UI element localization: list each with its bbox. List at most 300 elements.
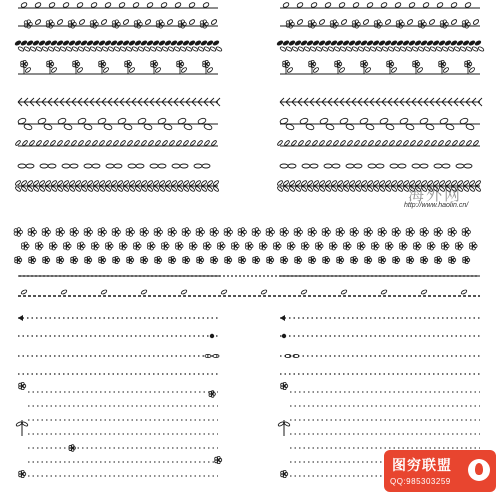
dot-mark bbox=[447, 275, 449, 277]
leaf-mark bbox=[354, 140, 360, 146]
flower-center bbox=[179, 63, 181, 65]
leaf-mark bbox=[62, 164, 70, 168]
leaf-mark bbox=[451, 19, 458, 26]
leaf-mark bbox=[117, 180, 124, 186]
flower-center bbox=[73, 231, 75, 233]
leaf-mark bbox=[328, 46, 335, 52]
leaf-mark bbox=[213, 40, 220, 46]
leaf-mark bbox=[473, 140, 479, 146]
leaf-mark bbox=[313, 180, 320, 186]
leaf-mark bbox=[147, 186, 154, 192]
leaf-mark bbox=[141, 289, 148, 295]
leaf-mark bbox=[355, 180, 362, 186]
leaf-mark bbox=[48, 164, 56, 168]
flower-center bbox=[115, 231, 117, 233]
leaf-mark bbox=[50, 140, 56, 146]
dot-mark bbox=[347, 275, 349, 277]
leaf-mark bbox=[346, 46, 353, 52]
border-line bbox=[292, 102, 296, 106]
leaf-mark bbox=[450, 2, 457, 8]
leaf-mark bbox=[101, 19, 108, 26]
flower-center bbox=[171, 259, 173, 261]
leaf-mark bbox=[473, 19, 480, 26]
leaf-mark bbox=[277, 40, 284, 46]
dot-mark bbox=[75, 275, 77, 277]
border-line bbox=[316, 102, 320, 106]
leaf-mark bbox=[186, 46, 193, 52]
leaf-mark bbox=[361, 140, 367, 146]
leaf-mark bbox=[76, 2, 83, 8]
leaf-mark bbox=[78, 140, 84, 146]
flower-center bbox=[297, 231, 299, 233]
leaf-mark bbox=[296, 2, 303, 8]
leaf-mark bbox=[385, 19, 392, 26]
dot-mark bbox=[155, 275, 157, 277]
leaf-mark bbox=[43, 140, 49, 146]
flower-center bbox=[52, 245, 54, 247]
border-line bbox=[388, 98, 392, 102]
leaf-mark bbox=[27, 186, 34, 192]
flower-center bbox=[430, 245, 432, 247]
leaf-mark bbox=[313, 67, 320, 73]
dot-mark bbox=[27, 275, 29, 277]
flower-center bbox=[451, 231, 453, 233]
leaf-mark bbox=[364, 46, 371, 52]
border-line bbox=[382, 98, 386, 102]
leaf-mark bbox=[361, 40, 368, 46]
dot-mark bbox=[471, 275, 473, 277]
leaf-mark bbox=[363, 19, 370, 26]
leaf-mark bbox=[150, 46, 157, 52]
flower-center bbox=[353, 231, 355, 233]
dot-mark bbox=[427, 275, 429, 277]
leaf-mark bbox=[198, 46, 205, 52]
dot-mark bbox=[339, 275, 341, 277]
border-line bbox=[424, 98, 428, 102]
leaf-mark bbox=[367, 40, 374, 46]
dot-mark bbox=[395, 275, 397, 277]
leaf-mark bbox=[313, 40, 320, 46]
leaf-mark bbox=[358, 46, 365, 52]
leaf-mark bbox=[194, 164, 202, 168]
leaf-mark bbox=[93, 180, 100, 186]
border-line bbox=[18, 98, 22, 102]
leaf-mark bbox=[295, 40, 302, 46]
leaf-mark bbox=[99, 140, 105, 146]
leaf-mark bbox=[111, 180, 118, 186]
leaf-mark bbox=[366, 2, 373, 8]
leaf-mark bbox=[183, 180, 190, 186]
leaf-mark bbox=[57, 186, 64, 192]
leaf-mark bbox=[221, 289, 228, 295]
leaf-mark bbox=[126, 46, 133, 52]
flower-center bbox=[220, 245, 222, 247]
leaf-mark bbox=[322, 46, 329, 52]
leaf-mark bbox=[63, 180, 70, 186]
dot-mark bbox=[43, 275, 45, 277]
border-line bbox=[454, 102, 458, 106]
leaf-mark bbox=[99, 40, 106, 46]
leaf-mark bbox=[464, 2, 471, 8]
leaf-mark bbox=[117, 186, 124, 192]
leaf-mark bbox=[443, 67, 450, 73]
leaf-mark bbox=[307, 40, 314, 46]
leaf-mark bbox=[355, 40, 362, 46]
leaf-mark bbox=[397, 180, 404, 186]
dot-mark bbox=[223, 275, 225, 277]
border-line bbox=[442, 98, 446, 102]
dot-mark bbox=[47, 275, 49, 277]
border-line bbox=[114, 98, 118, 102]
leaf-mark bbox=[340, 46, 347, 52]
leaf-mark bbox=[464, 164, 472, 168]
border-line bbox=[132, 98, 136, 102]
watermark-url: http://www.haolin.cn/ bbox=[404, 202, 469, 209]
arrow-mark bbox=[280, 315, 285, 321]
border-line bbox=[72, 102, 76, 106]
leaf-mark bbox=[105, 186, 112, 192]
leaf-mark bbox=[400, 46, 407, 52]
leaf-mark bbox=[22, 421, 29, 426]
dot-mark bbox=[363, 275, 365, 277]
leaf-mark bbox=[343, 186, 350, 192]
border-line bbox=[364, 98, 368, 102]
leaf-mark bbox=[373, 186, 380, 192]
flower-center bbox=[108, 245, 110, 247]
border-line bbox=[156, 102, 160, 106]
leaf-mark bbox=[331, 40, 338, 46]
leaf-mark bbox=[421, 289, 428, 295]
leaf-mark bbox=[211, 140, 217, 146]
leaf-mark bbox=[461, 289, 468, 295]
leaf-mark bbox=[375, 140, 381, 146]
border-line bbox=[42, 98, 46, 102]
flower-center bbox=[115, 23, 117, 25]
flower-center bbox=[381, 231, 383, 233]
dot-mark bbox=[191, 275, 193, 277]
leaf-mark bbox=[398, 164, 406, 168]
dot-mark bbox=[307, 275, 309, 277]
leaf-mark bbox=[324, 164, 332, 168]
flower-center bbox=[304, 245, 306, 247]
leaf-mark bbox=[144, 46, 151, 52]
flower-center bbox=[203, 23, 205, 25]
leaf-mark bbox=[132, 46, 139, 52]
flame-icon bbox=[468, 459, 490, 481]
border-line bbox=[216, 102, 220, 106]
leaf-mark bbox=[451, 40, 458, 46]
leaf-mark bbox=[114, 164, 122, 168]
border-line bbox=[78, 102, 82, 106]
flower-center bbox=[451, 259, 453, 261]
leaf-mark bbox=[132, 2, 139, 8]
leaf-mark bbox=[177, 186, 184, 192]
leaf-mark bbox=[165, 40, 172, 46]
leaf-mark bbox=[189, 186, 196, 192]
flower-center bbox=[269, 259, 271, 261]
leaf-mark bbox=[81, 180, 88, 186]
dot-mark bbox=[123, 275, 125, 277]
dot-mark bbox=[323, 275, 325, 277]
border-line bbox=[132, 102, 136, 106]
flower-center bbox=[388, 245, 390, 247]
leaf-mark bbox=[475, 40, 482, 46]
leaf-mark bbox=[39, 186, 46, 192]
leaf-mark bbox=[301, 289, 308, 295]
border-line bbox=[90, 98, 94, 102]
flower-center bbox=[205, 63, 207, 65]
leaf-mark bbox=[21, 289, 28, 295]
flower-center bbox=[143, 259, 145, 261]
dot-mark bbox=[210, 334, 214, 338]
leaf-mark bbox=[427, 40, 434, 46]
leaf-mark bbox=[301, 186, 308, 192]
leaf-mark bbox=[376, 46, 383, 52]
dot-mark bbox=[171, 275, 173, 277]
border-line bbox=[210, 98, 214, 102]
leaf-mark bbox=[367, 186, 374, 192]
dot-mark bbox=[431, 275, 433, 277]
leaf-mark bbox=[120, 46, 127, 52]
leaf-mark bbox=[81, 40, 88, 46]
flower-center bbox=[71, 23, 73, 25]
leaf-mark bbox=[282, 2, 289, 8]
border-line bbox=[322, 102, 326, 106]
border-line bbox=[54, 98, 58, 102]
leaf-mark bbox=[177, 40, 184, 46]
leaf-mark bbox=[291, 140, 297, 146]
leaf-mark bbox=[204, 46, 211, 52]
flower-center bbox=[101, 259, 103, 261]
leaf-mark bbox=[75, 186, 82, 192]
leaf-mark bbox=[75, 40, 82, 46]
border-line bbox=[108, 102, 112, 106]
leaf-mark bbox=[145, 19, 152, 26]
leaf-mark bbox=[361, 180, 368, 186]
leaf-mark bbox=[155, 140, 161, 146]
border-line bbox=[400, 102, 404, 106]
border-line bbox=[298, 102, 302, 106]
leaf-mark bbox=[289, 180, 296, 186]
flower-center bbox=[399, 23, 401, 25]
leaf-mark bbox=[429, 19, 436, 26]
leaf-mark bbox=[123, 186, 130, 192]
border-line bbox=[394, 102, 398, 106]
leaf-mark bbox=[111, 40, 118, 46]
dot-mark bbox=[243, 275, 245, 277]
flower-center bbox=[395, 259, 397, 261]
flower-center bbox=[38, 245, 40, 247]
dot-mark bbox=[375, 275, 377, 277]
flower-center bbox=[45, 259, 47, 261]
leaf-mark bbox=[78, 46, 85, 52]
leaf-mark bbox=[84, 46, 91, 52]
dot-mark bbox=[475, 275, 477, 277]
leaf-mark bbox=[87, 186, 94, 192]
leaf-mark bbox=[77, 67, 84, 73]
leaf-mark bbox=[123, 180, 130, 186]
leaf-mark bbox=[189, 180, 196, 186]
flower-center bbox=[157, 259, 159, 261]
border-line bbox=[340, 102, 344, 106]
watermark-logo: 海外网 bbox=[408, 185, 463, 204]
border-line bbox=[436, 102, 440, 106]
leaf-mark bbox=[310, 2, 317, 8]
leaf-mark bbox=[90, 46, 97, 52]
dot-mark bbox=[159, 275, 161, 277]
flower-center bbox=[199, 259, 201, 261]
leaf-mark bbox=[422, 2, 429, 8]
border-line bbox=[126, 98, 130, 102]
dot-mark bbox=[319, 275, 321, 277]
leaf-mark bbox=[207, 40, 214, 46]
leaf-mark bbox=[207, 67, 214, 73]
leaf-mark bbox=[57, 180, 64, 186]
leaf-mark bbox=[106, 164, 114, 168]
dot-mark bbox=[227, 275, 229, 277]
flower-center bbox=[363, 63, 365, 65]
leaf-mark bbox=[171, 180, 178, 186]
border-line bbox=[192, 102, 196, 106]
leaf-mark bbox=[216, 46, 223, 52]
border-line bbox=[144, 98, 148, 102]
flower-center bbox=[367, 231, 369, 233]
leaf-mark bbox=[29, 140, 35, 146]
leaf-mark bbox=[34, 2, 41, 8]
leaf-mark bbox=[106, 140, 112, 146]
leaf-mark bbox=[442, 46, 449, 52]
leaf-mark bbox=[210, 46, 217, 52]
flower-center bbox=[71, 447, 73, 449]
leaf-mark bbox=[452, 140, 458, 146]
leaf-mark bbox=[319, 180, 326, 186]
dot-mark bbox=[303, 275, 305, 277]
leaf-mark bbox=[319, 40, 326, 46]
leaf-mark bbox=[102, 46, 109, 52]
flower-center bbox=[150, 245, 152, 247]
flower-center bbox=[423, 259, 425, 261]
leaf-mark bbox=[459, 140, 465, 146]
flower-center bbox=[227, 231, 229, 233]
leaf-mark bbox=[33, 40, 40, 46]
border-line bbox=[54, 102, 58, 106]
flower-center bbox=[467, 63, 469, 65]
leaf-mark bbox=[85, 140, 91, 146]
dot-mark bbox=[239, 275, 241, 277]
flower-center bbox=[127, 63, 129, 65]
flower-center bbox=[185, 231, 187, 233]
border-line bbox=[42, 102, 46, 106]
flower-center bbox=[87, 259, 89, 261]
leaf-mark bbox=[301, 180, 308, 186]
leaf-mark bbox=[156, 46, 163, 52]
leaf-mark bbox=[397, 186, 404, 192]
flower-center bbox=[395, 231, 397, 233]
dot-mark bbox=[91, 275, 93, 277]
leaf-mark bbox=[87, 180, 94, 186]
leaf-mark bbox=[438, 140, 444, 146]
dot-mark bbox=[95, 275, 97, 277]
dot-mark bbox=[79, 275, 81, 277]
border-line bbox=[138, 98, 142, 102]
leaf-mark bbox=[27, 180, 34, 186]
border-line bbox=[448, 102, 452, 106]
leaf-mark bbox=[150, 164, 158, 168]
flower-center bbox=[367, 259, 369, 261]
flower-center bbox=[241, 231, 243, 233]
border-line bbox=[370, 102, 374, 106]
leaf-mark bbox=[57, 140, 63, 146]
badge-subtitle: QQ:985303259 bbox=[390, 477, 451, 486]
leaf-mark bbox=[430, 46, 437, 52]
leaf-mark bbox=[337, 40, 344, 46]
leaf-mark bbox=[36, 140, 42, 146]
border-line bbox=[316, 98, 320, 102]
leaf-mark bbox=[391, 40, 398, 46]
leaf-mark bbox=[75, 180, 82, 186]
border-line bbox=[352, 98, 356, 102]
leaf-mark bbox=[207, 180, 214, 186]
leaf-mark bbox=[298, 46, 305, 52]
leaf-mark bbox=[417, 140, 423, 146]
leaf-mark bbox=[135, 186, 142, 192]
leaf-mark bbox=[341, 19, 348, 26]
leaf-mark bbox=[418, 46, 425, 52]
leaf-mark bbox=[117, 40, 124, 46]
flower-center bbox=[337, 63, 339, 65]
flower-center bbox=[289, 23, 291, 25]
border-line bbox=[310, 102, 314, 106]
dot-mark bbox=[31, 275, 33, 277]
dot-mark bbox=[87, 275, 89, 277]
border-line bbox=[346, 98, 350, 102]
leaf-mark bbox=[277, 140, 283, 146]
flower-center bbox=[421, 23, 423, 25]
border-line bbox=[328, 102, 332, 106]
flower-center bbox=[416, 245, 418, 247]
leaf-mark bbox=[201, 40, 208, 46]
leaf-mark bbox=[168, 46, 175, 52]
leaf-mark bbox=[64, 140, 70, 146]
leaf-mark bbox=[129, 40, 136, 46]
flower-center bbox=[285, 63, 287, 65]
flower-center bbox=[27, 23, 29, 25]
leaf-mark bbox=[72, 46, 79, 52]
leaf-mark bbox=[340, 140, 346, 146]
border-line bbox=[90, 102, 94, 106]
leaf-mark bbox=[33, 186, 40, 192]
leaf-mark bbox=[436, 46, 443, 52]
leaf-mark bbox=[289, 186, 296, 192]
flower-center bbox=[143, 231, 145, 233]
leaf-mark bbox=[162, 140, 168, 146]
dot-mark bbox=[455, 275, 457, 277]
dot-mark bbox=[51, 275, 53, 277]
flower-center bbox=[94, 245, 96, 247]
dot-mark bbox=[435, 275, 437, 277]
leaf-mark bbox=[367, 180, 374, 186]
dot-mark bbox=[147, 275, 149, 277]
dot-mark bbox=[215, 275, 217, 277]
leaf-mark bbox=[403, 140, 409, 146]
border-line bbox=[358, 98, 362, 102]
leaf-mark bbox=[289, 40, 296, 46]
leaf-mark bbox=[183, 140, 189, 146]
flower-center bbox=[23, 63, 25, 65]
leaf-mark bbox=[288, 164, 296, 168]
leaf-mark bbox=[456, 164, 464, 168]
dot-mark bbox=[259, 275, 261, 277]
